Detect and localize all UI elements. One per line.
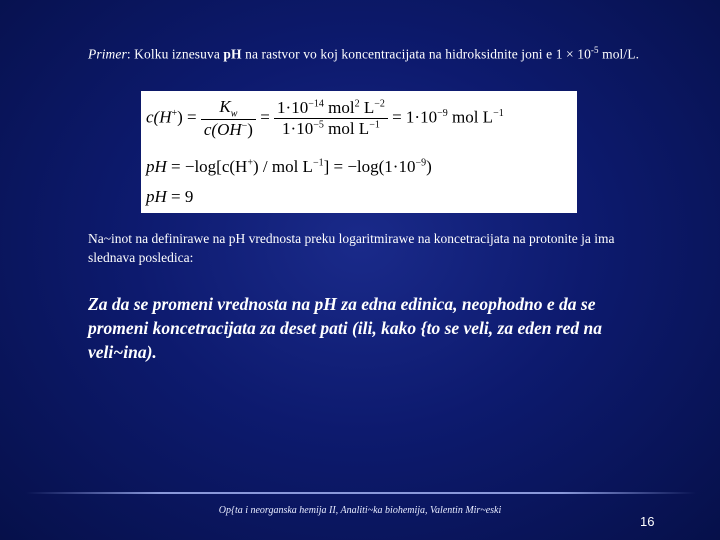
example-text	[88, 41, 648, 64]
frac1-num: K	[219, 97, 231, 116]
frac1-den-close: )	[247, 120, 253, 140]
frac2-den: 1·10	[282, 119, 314, 139]
frac2-num: 1·10	[277, 98, 309, 118]
frac2-den-unit: mol L	[323, 119, 370, 139]
eq1-equals: =	[260, 107, 270, 127]
eq1-result: = 1·10	[392, 107, 438, 127]
frac2-num-unit-exp1: 2	[354, 98, 360, 110]
footer-text: Op{ta i neorganska hemija II, Analiti~ka biohemija, Valentin Mir~eski	[218, 505, 502, 516]
eq2-ph: pH	[146, 157, 167, 176]
frac1-den-sup: −	[241, 120, 248, 132]
equation-box	[141, 91, 577, 213]
frac1-num-sub: w	[230, 108, 238, 120]
frac2-den-unit-exp: −1	[369, 119, 380, 131]
eq2-part-c: ) / mol L	[252, 157, 313, 176]
frac2-num-unit-exp2: −2	[374, 98, 385, 110]
eq1-lhs-sup: +	[171, 107, 178, 119]
fraction-values	[274, 98, 388, 139]
example-text-a: : Kolku iznesuva	[126, 46, 224, 62]
eq1-lhs: c(H	[146, 107, 172, 127]
eq1-result-exp: −9	[437, 107, 448, 119]
eq3-ph: pH	[146, 187, 167, 206]
eq1-result-unit-exp: −1	[493, 107, 504, 119]
equation-line-1	[146, 97, 504, 140]
example-text-b: na rastvor vo koj koncentracijata na hidroksidnite joni e 1 × 10	[241, 46, 591, 62]
eq2-part-d: ] = −log(1·10	[323, 157, 416, 176]
definition-text: Na~inot na definirawe na pH vrednosta preku logaritmirawe na koncetracijata na protonite ja ima slednava posledica:	[88, 231, 615, 265]
eq1-lhs-close: ) =	[177, 107, 197, 127]
eq2-part-b: = −log[c(H	[166, 157, 248, 176]
eq3-value: = 9	[166, 187, 194, 206]
eq2-exp: −1	[312, 157, 324, 169]
page-number: 16	[640, 514, 655, 529]
equation-line-2	[146, 157, 432, 177]
frac2-num-unit2: L	[359, 98, 375, 118]
equation-line-3	[146, 187, 193, 207]
fraction-kw	[201, 97, 256, 140]
eq2-sup: +	[247, 157, 253, 169]
frac2-num-unit: mol	[323, 98, 355, 118]
example-text-c: mol/L.	[598, 46, 640, 62]
footer-divider	[26, 492, 696, 494]
consequence-text: Za da se promeni vrednosta na pH za edna edinica, neophodno e da se promeni koncetracijata za deset pati (ili, kako {to se veli, za eden red na veli~ina).	[88, 294, 603, 362]
example-exponent: -5	[590, 45, 599, 55]
frac2-num-exp: −14	[308, 98, 324, 110]
eq2-part-e: )	[426, 157, 432, 176]
eq1-result-unit: mol L	[447, 107, 494, 127]
frac2-den-exp: −5	[313, 119, 324, 131]
frac1-den: c(OH	[203, 120, 242, 140]
example-ph: pH	[223, 46, 242, 62]
example-label: Primer	[88, 46, 127, 62]
eq2-exp2: −9	[415, 157, 427, 169]
